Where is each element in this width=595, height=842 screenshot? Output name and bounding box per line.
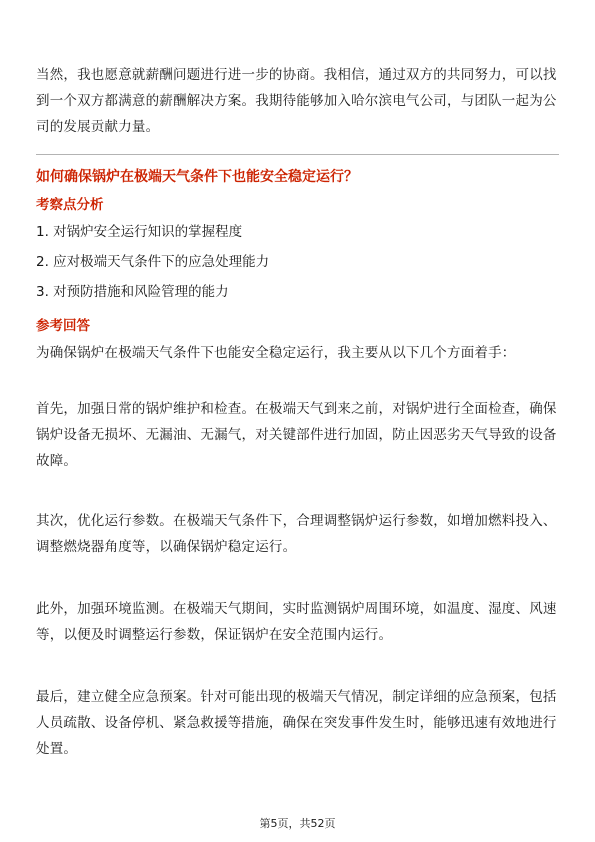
answer-paragraph: 首先，加强日常的锅炉维护和检查。在极端天气到来之前，对锅炉进行全面检查，确保锅炉设备无损坏、无漏油、无漏气，对关键部件进行加固，防止因恶劣天气导致的设备故障。	[36, 401, 557, 469]
answer-paragraph: 此外，加强环境监测。在极端天气期间，实时监测锅炉周围环境，如温度、湿度、风速等，以便及时调整运行参数，保证锅炉在安全范围内运行。	[36, 601, 557, 643]
section-divider	[36, 154, 559, 155]
exam-points-heading: 考察点分析	[36, 197, 104, 213]
exam-point-item: 3. 对预防措施和风险管理的能力	[36, 284, 229, 300]
intro-paragraph: 当然，我也愿意就薪酬问题进行进一步的协商。我相信，通过双方的共同努力，可以找到一个双方都满意的薪酬解决方案。我期待能够加入哈尔滨电气公司，与团队一起为公司的发展贡献力量。	[36, 67, 557, 135]
answer-paragraph: 其次，优化运行参数。在极端天气条件下，合理调整锅炉运行参数，如增加燃料投入、调整燃烧器角度等，以确保锅炉稳定运行。	[36, 513, 557, 555]
answer-opening: 为确保锅炉在极端天气条件下也能安全稳定运行，我主要从以下几个方面着手：	[36, 345, 516, 361]
answer-paragraph: 最后，建立健全应急预案。针对可能出现的极端天气情况，制定详细的应急预案，包括人员疏散、设备停机、紧急救援等措施，确保在突发事件发生时，能够迅速有效地进行处置。	[36, 689, 557, 757]
reference-answer-heading: 参考回答	[36, 318, 90, 334]
question-title: 如何确保锅炉在极端天气条件下也能安全稳定运行？	[36, 169, 358, 185]
page-footer: 第5页，共52页	[259, 817, 336, 830]
exam-point-item: 2. 应对极端天气条件下的应急处理能力	[36, 254, 270, 270]
exam-point-item: 1. 对锅炉安全运行知识的掌握程度	[36, 224, 243, 240]
